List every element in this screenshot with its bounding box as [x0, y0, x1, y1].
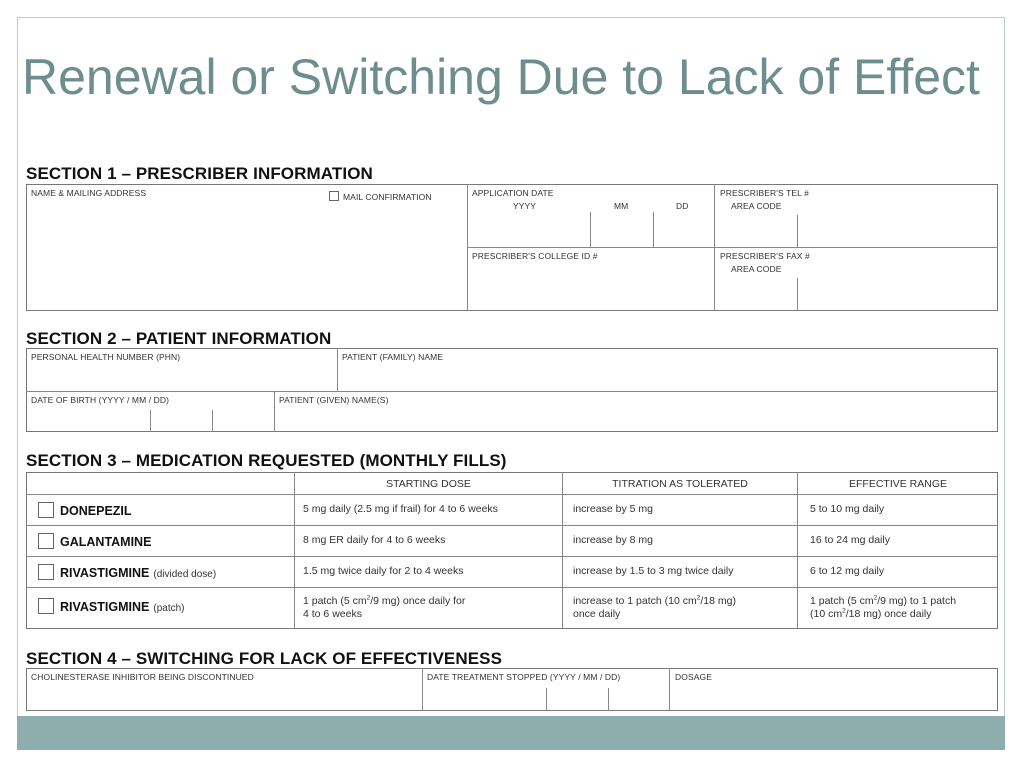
- section3-title: SECTION 3 – MEDICATION REQUESTED (MONTHLY FILLS): [26, 451, 507, 470]
- mail-confirmation-label: MAIL CONFIRMATION: [343, 192, 432, 202]
- titration-cell: increase to 1 patch (10 $cm^2/18$ mg) once daily: [573, 594, 736, 620]
- application-date-label: APPLICATION DATE: [472, 188, 554, 198]
- drug-name-text: RIVASTIGMINE: [60, 566, 150, 580]
- inhibitor-label: CHOLINESTERASE INHIBITOR BEING DISCONTINUED: [31, 672, 254, 682]
- effective-range-cell: 1 patch (5 $cm^2/9$ mg) to 1 patch (10 $cm^2/18$ mg) once daily: [810, 594, 957, 620]
- header-starting-dose: STARTING DOSE: [386, 478, 471, 490]
- date-stopped-label: DATE TREATMENT STOPPED (YYYY / MM / DD): [427, 672, 621, 682]
- name-address-label: NAME & MAILING ADDRESS: [31, 188, 147, 198]
- slide-title: Renewal or Switching Due to Lack of Effect: [22, 49, 980, 105]
- fax-area-code-label: AREA CODE: [731, 264, 782, 274]
- drug-note: (patch): [153, 603, 185, 614]
- tel-area-code-label: AREA CODE: [731, 201, 782, 211]
- section4-title: SECTION 4 – SWITCHING FOR LACK OF EFFECTIVENESS: [26, 649, 503, 668]
- family-name-label: PATIENT (FAMILY) NAME: [342, 352, 444, 362]
- starting-dose-cell: 1 patch (5 $cm^2/9$ mg) once daily for 4 to 6 weeks: [303, 594, 466, 620]
- dob-label: DATE OF BIRTH (YYYY / MM / DD): [31, 395, 170, 405]
- rivastigmine-divided-checkbox[interactable]: [38, 564, 54, 580]
- yyyy-label: YYYY: [513, 201, 537, 211]
- drug-name: [60, 566, 216, 580]
- rivastigmine-patch-checkbox[interactable]: [38, 598, 54, 614]
- starting-dose-cell: 8 mg ER daily for 4 to 6 weeks: [303, 534, 446, 546]
- starting-dose-cell: 5 mg daily (2.5 mg if frail) for 4 to 6 weeks: [303, 503, 498, 515]
- effective-range-cell: 16 to 24 mg daily: [810, 534, 890, 546]
- slide-footer-bar: [17, 716, 1005, 750]
- college-id-label: PRESCRIBER'S COLLEGE ID #: [472, 251, 598, 261]
- dosage-label: DOSAGE: [675, 672, 712, 682]
- section1-title: SECTION 1 – PRESCRIBER INFORMATION: [26, 164, 373, 183]
- drug-name: GALANTAMINE: [60, 535, 152, 549]
- titration-cell: increase by 8 mg: [573, 534, 653, 546]
- drug-name: DONEPEZIL: [60, 504, 132, 518]
- fax-label: PRESCRIBER'S FAX #: [720, 251, 810, 261]
- drug-name: [60, 600, 184, 614]
- section2-title: SECTION 2 – PATIENT INFORMATION: [26, 329, 332, 348]
- drug-note: (divided dose): [153, 569, 217, 580]
- phn-label: PERSONAL HEALTH NUMBER (PHN): [31, 352, 181, 362]
- effective-range-cell: 6 to 12 mg daily: [810, 565, 885, 577]
- drug-name-text: RIVASTIGMINE: [60, 600, 150, 614]
- mail-confirmation-checkbox[interactable]: [329, 191, 339, 201]
- titration-cell: increase by 1.5 to 3 mg twice daily: [573, 565, 734, 577]
- titration-cell: increase by 5 mg: [573, 503, 653, 515]
- header-effective-range: EFFECTIVE RANGE: [848, 478, 947, 490]
- donepezil-checkbox[interactable]: [38, 502, 54, 518]
- dd-label: DD: [676, 201, 689, 211]
- header-titration: TITRATION AS TOLERATED: [612, 478, 748, 490]
- galantamine-checkbox[interactable]: [38, 533, 54, 549]
- tel-label: PRESCRIBER'S TEL #: [720, 188, 809, 198]
- starting-dose-cell: 1.5 mg twice daily for 2 to 4 weeks: [303, 565, 464, 577]
- mm-label: MM: [614, 201, 629, 211]
- given-names-label: PATIENT (GIVEN) NAME(S): [279, 395, 389, 405]
- effective-range-cell: 5 to 10 mg daily: [810, 503, 885, 515]
